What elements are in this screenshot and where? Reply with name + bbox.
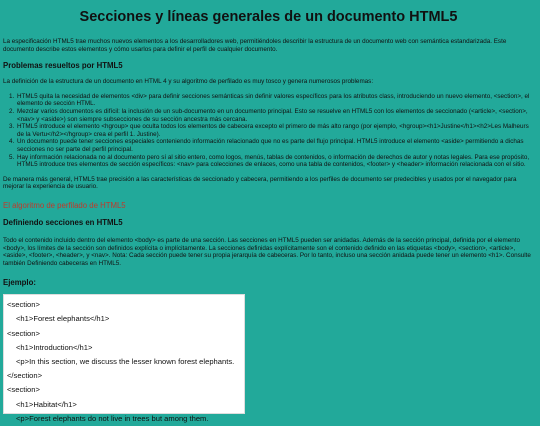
- page-title: Secciones y líneas generales de un documento HTML5: [79, 9, 458, 25]
- code-line: <section>: [7, 328, 40, 338]
- code-example-block: [3, 294, 245, 423]
- general-paragraph: De manera más general, HTML5 trae precisión a las características de seccionado y cabecera, permitiendo a los perfiles de documento ser predecibles y usados por el navegador para mejorar la experiencia de usuario.: [3, 175, 517, 191]
- list-item: 3. HTML5 introduce el elemento <hgroup> que oculta todos los elementos de cabecera excepto el primero de más alto rango (por ejemplo, <hgroup><h1>Justine</h1><h2>Les Malheurs de la Vertu</h2></hgroup> crea el perfil 1. Justine).: [16, 123, 534, 138]
- problems-heading: Problemas resueltos por HTML5: [3, 61, 123, 71]
- intro-paragraph: La especificación HTML5 trae muchos nuevos elementos a los desarrolladores web, permitiéndoles describir la estructura de un documento web con semántica estandarizada. Este documento describe estos elementos y cómo usarlos para definir el perfil de cualquier documento.: [3, 38, 507, 53]
- list-item: 2. Mezclar varios documentos es difícil: la inclusión de un sub-documento en un documento principal. Esto se resuelve en HTML5 con los elementos de seccionado (<article>, <section>, <nav> y <aside>) son siempre subsecciones de su sección ancestra más cercana.: [16, 108, 534, 123]
- problems-definition: La definición de la estructura de un documento en HTML 4 y su algoritmo de perfilado es muy tosco y genera numerosos problemas:: [3, 78, 374, 86]
- list-item: 1. HTML5 quita la necesidad de elementos <div> para definir secciones semánticas sin definir valores específicos para los atributos class, introduciendo un nuevo elemento, <section>, el elemento de sección HTML.: [16, 93, 534, 108]
- list-item: 4. Un documento puede tener secciones especiales conteniendo información relacionado que no es parte del flujo principal. HTML5 introduce el elemento <aside> permitiendo a dichas secciones no ser parte del perfil principal.: [16, 138, 534, 153]
- code-line: <h1>Habitat</h1>: [16, 399, 77, 409]
- code-line: <h1>Forest elephants</h1>: [16, 314, 110, 324]
- code-line: <section>: [7, 385, 40, 395]
- problems-list: [3, 93, 534, 169]
- list-item: 5. Hay información relacionada no al documento pero sí al sitio entero, como logos, menús, tablas de contenidos, o información de derechos de autor y notas legales. Para ese propósito, HTML5 introduce tres elementos de sección específicos: <nav> para colecciones de enlaces, como una tabla de contenidos, <footer> y <header> información relacionada con el sitio.: [16, 154, 534, 169]
- code-line: <section>: [7, 300, 40, 310]
- code-line: <h1>Introduction</h1>: [16, 342, 93, 352]
- code-line: <p>In this section, we discuss the lesser known forest elephants.: [16, 357, 235, 367]
- outline-algorithm-heading: El algoritmo de perfilado de HTML5: [3, 200, 126, 210]
- code-line: </section>: [7, 371, 43, 381]
- code-line: <p>Forest elephants do not live in trees but among them.: [16, 413, 209, 423]
- defining-sections-paragraph: Todo el contenido incluido dentro del elemento <body> es parte de una sección. Las secciones en HTML5 pueden ser anidadas. Además de la sección principal, definida por el elemento <body>, los límites de la sección son definidos explícita o implícitamente. La secciones definidas explícitamente son el contenido definido en las etiquetas <body>, <section>, <article>, <aside>, <footer>, <header>, y <nav>. Nota: Cada sección puede tener su propia jerarquía de cabeceras. Por lo tanto, incluso una sección anidada puede tener un elemento <h1>. Consulte también Definiendo cabeceras en HTML5.: [3, 236, 531, 267]
- defining-sections-heading: Definiendo secciones en HTML5: [3, 217, 123, 227]
- example-heading: Ejemplo:: [3, 278, 36, 288]
